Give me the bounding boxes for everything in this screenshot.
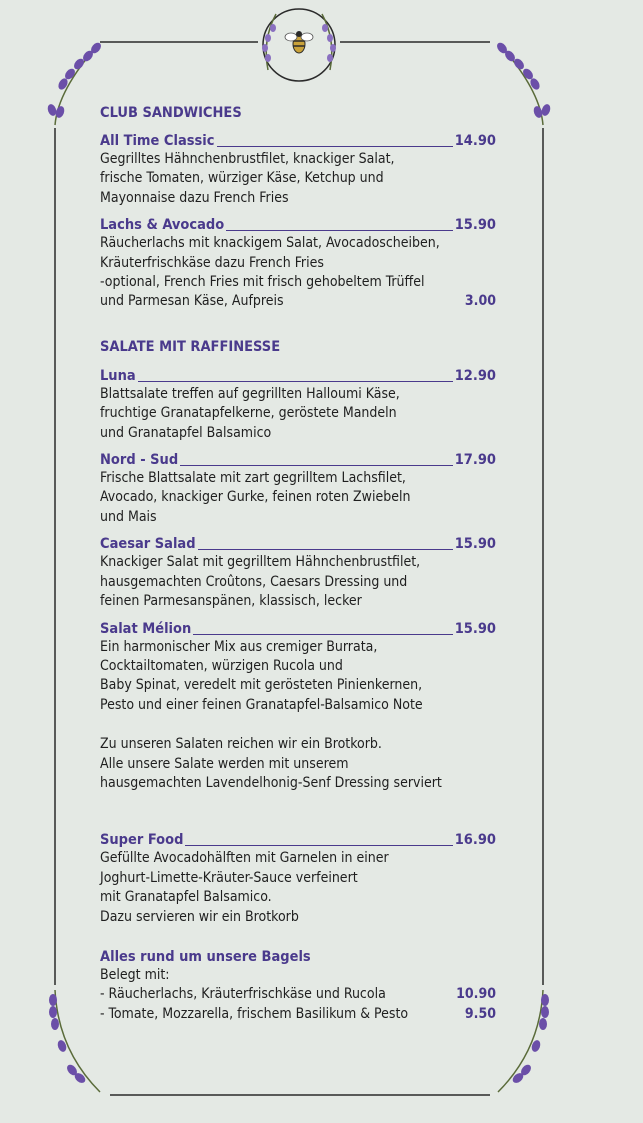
menu-item [100, 620, 496, 716]
bee-emblem-icon [262, 9, 336, 81]
item-description: Knackiger Salat mit gegrilltem Hähnchenbrustfilet, hausgemachten Croûtons, Caesars Dressing und feinen Parmesanspänen, klassisch, lecker [100, 554, 421, 610]
menu-item [100, 216, 496, 312]
surcharge-price: 3.00 [464, 293, 496, 310]
item-description: Frische Blattsalate mit zart gegrilltem Lachsfilet, Avocado, knackiger Gurke, feinen roten Zwiebeln und Mais [100, 470, 411, 525]
item-description: Ein harmonischer Mix aus cremiger Burrata, Cocktailtomaten, würzigen Rucola und Baby Spinat, veredelt mit gerösteten Pinienkernen, Pesto und einer feinen Granatapfel-Balsamico Note [100, 638, 423, 713]
lavender-sprig-icon [495, 41, 552, 125]
bagels-title: Alles rund um unsere Bagels [100, 948, 311, 965]
menu-item [100, 831, 496, 927]
bagels-intro: Belegt mit: [100, 966, 170, 983]
item-name: Nord - Sud [100, 452, 179, 469]
item-description: Gegrilltes Hähnchenbrustfilet, knackiger Salat, frische Tomaten, würziger Käse, Ketchup und Mayonnaise dazu French Fries [100, 151, 395, 206]
menu-item [100, 451, 496, 527]
menu-item [100, 535, 496, 611]
lavender-sprig-icon [46, 41, 103, 125]
item-price: 12.90 [454, 367, 496, 384]
item-price: 15.90 [454, 536, 496, 553]
leader-line [226, 230, 453, 231]
menu-item [100, 367, 496, 443]
bagel-price: 10.90 [456, 986, 496, 1003]
item-name: Super Food [100, 832, 184, 849]
bagel-price: 9.50 [464, 1005, 496, 1022]
menu-content [100, 104, 496, 1024]
item-name: Caesar Salad [100, 536, 196, 553]
lavender-sprig-icon [498, 990, 549, 1092]
item-price: 16.90 [454, 832, 496, 849]
salad-note: Zu unseren Salaten reichen wir ein Brotkorb. Alle unsere Salate werden mit unserem hausgemachten Lavendelhonig-Senf Dressing serviert [100, 736, 442, 791]
lavender-sprig-icon [49, 990, 100, 1092]
item-description: Blattsalate treffen auf gegrillten Halloumi Käse, fruchtige Granatapfelkerne, geröstete Mandeln und Granatapfel Balsamico [100, 385, 400, 441]
item-name: Lachs & Avocado [100, 217, 225, 234]
leader-line [138, 381, 453, 382]
section-title-club: CLUB SANDWICHES [100, 105, 242, 121]
item-name: Luna [100, 367, 136, 384]
item-price: 15.90 [454, 620, 496, 637]
item-price: 17.90 [454, 452, 496, 469]
bagel-row: - Räucherlachs, Kräuterfrischkäse und Rucola 10.90 [100, 985, 496, 1004]
bagels-section [100, 948, 496, 1024]
item-description: Räucherlachs mit knackigem Salat, Avocadoscheiben, Kräuterfrischkäse dazu French Fries -optional, French Fries mit frisch gehobeltem Trüffel und Parmesan Käse, Aufpreis 3.00 [100, 234, 496, 312]
leader-line [180, 465, 453, 466]
item-price: 14.90 [454, 133, 496, 149]
item-description: Gefüllte Avocadohälften mit Garnelen in einer Joghurt-Limette-Kräuter-Sauce verfeinert mit Granatapfel Balsamico. Dazu servieren wir ein Brotkorb [100, 850, 389, 925]
bagel-row: - Tomate, Mozzarella, frischem Basilikum & Pesto 9.50 [100, 1005, 496, 1024]
item-price: 15.90 [454, 217, 496, 234]
leader-line [198, 549, 453, 550]
item-name: All Time Classic [100, 133, 215, 149]
item-name: Salat Mélion [100, 620, 192, 637]
section-title-salate: SALATE MIT RAFFINESSE [100, 338, 281, 355]
leader-line [185, 845, 452, 846]
leader-line [217, 146, 453, 147]
menu-item [100, 132, 496, 208]
leader-line [193, 634, 452, 635]
